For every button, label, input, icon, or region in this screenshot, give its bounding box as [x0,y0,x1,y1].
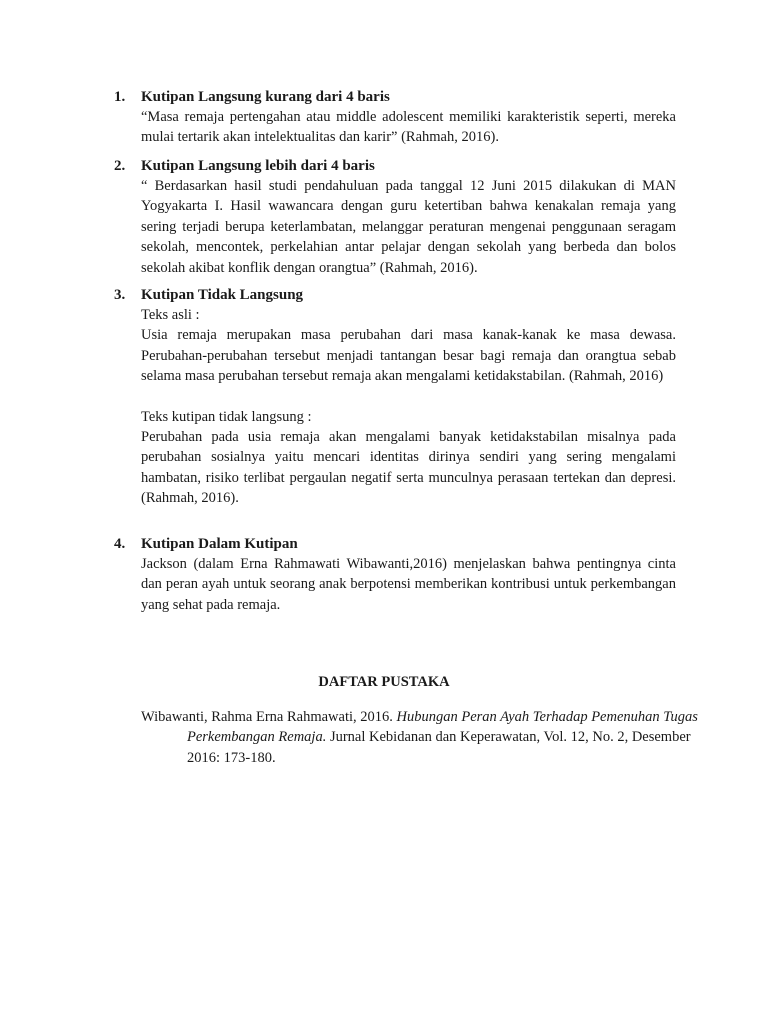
section-heading: Kutipan Langsung lebih dari 4 baris [141,158,375,174]
indirect-quote-text: Perubahan pada usia remaja akan mengalami banyak ketidakstabilan misalnya pada perubahan sosialnya yaitu mencari identitas dirinya sendiri yang sering mengalami hambatan, risiko terlibat pergaulan negatif serta munculnya perasaan tertekan dan depresi. (Rahmah, 2016). [141,429,676,507]
section-number: 1. [114,89,126,105]
original-text-label: Teks asli : [141,307,200,323]
section-heading: Kutipan Langsung kurang dari 4 baris [141,89,390,105]
section-number: 4. [114,536,126,552]
quote-paragraph: “ Berdasarkan hasil studi pendahuluan pada tanggal 12 Juni 2015 dilakukan di MAN Yogyakarta I. Hasil wawancara dengan guru ketertiban bahwa kenakalan remaja yang sering terjadi berupa keterlambatan, melanggar peraturan mengenai penggunaan seragam sekolah, mencontek, perkelahian antar pelajar dengan sekolah yang berbeda dan bolos sekolah akibat konflik dengan orangtua” (Rahmah, 2016). [141,178,676,276]
original-text: Usia remaja merupakan masa perubahan dari masa kanak-kanak ke masa dewasa. Perubahan-perubahan tersebut menjadi tantangan besar bagi remaja dan orangtua sebab selama masa perubahan tersebut remaja akan mengalami ketidakstabilan. (Rahmah, 2016) [141,327,676,385]
entry-publication: Jurnal Kebidanan dan Keperawatan, Vol. 12, No. 2, Desember 2016: 173-180. [187,729,691,766]
section-number: 2. [114,158,126,174]
section-heading: Kutipan Tidak Langsung [141,287,304,303]
section-body [141,107,676,148]
section-3 [114,285,676,509]
indirect-quote-label: Teks kutipan tidak langsung : [141,408,312,425]
section-body [141,176,676,278]
section-heading: Kutipan Dalam Kutipan [141,536,298,552]
quote-paragraph: Jackson (dalam Erna Rahmawati Wibawanti,2016) menjelaskan bahwa pentingnya cinta dan peran ayah untuk seorang anak berpotensi memberikan kontribusi untuk perkembangan yang sehat pada remaja. [141,556,676,613]
entry-author: Wibawanti, Rahma Erna Rahmawati, 2016. [141,709,397,725]
entry-title: Hubungan Peran Ayah Terhadap Pemenuhan Tugas Perkembangan Remaja. [187,709,698,746]
section-body [141,554,676,615]
section-1 [114,87,676,148]
quote-paragraph: “Masa remaja pertengahan atau middle adolescent memiliki karakteristik seperti, mereka mulai tertarik akan intelektualitas dan karir” (Rahmah, 2016). [141,109,676,146]
section-4 [114,534,676,615]
section-2 [114,156,676,278]
section-number: 3. [114,287,126,303]
bibliography-title: DAFTAR PUSTAKA [318,674,450,690]
section-body [141,305,676,509]
bibliography-entry [141,707,707,768]
